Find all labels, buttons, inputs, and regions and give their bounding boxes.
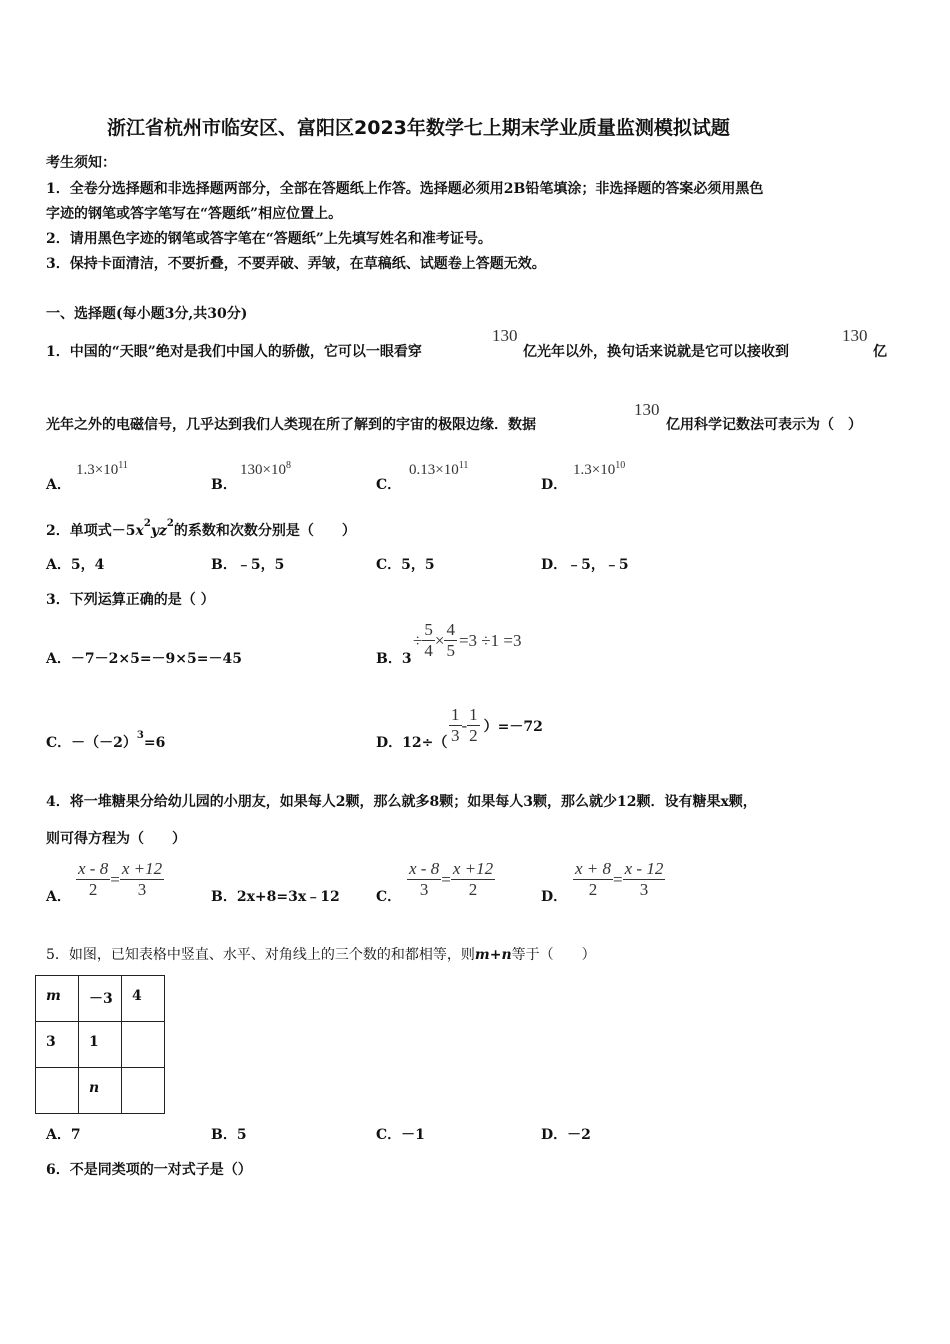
grid-cell: m	[36, 976, 79, 1022]
q3-option-c[interactable]: C．$-(-2)^3=6$	[46, 730, 166, 751]
q6-stem: 6．不是同类项的一对式子是（）	[46, 1162, 252, 1178]
q5-option-c[interactable]: C．－1	[376, 1127, 425, 1143]
notice-heading: 考生须知：	[46, 155, 116, 171]
q4-option-d[interactable]: D．	[541, 889, 568, 905]
q5-option-a[interactable]: A．7	[46, 1127, 81, 1143]
notice-item-2: 2．请用黑色字迹的钢笔或答字笔在“答题纸”上先填写姓名和准考证号。	[46, 231, 492, 247]
q1-text-line2a: 光年之外的电磁信号，几乎达到我们人类现在所了解到的宇宙的极限边缘．数据	[46, 417, 536, 433]
q4-stem-line2: 则可得方程为（ ）	[46, 831, 186, 847]
q5-grid	[35, 975, 165, 1114]
q1-option-b-expr: $130\times 10^8$	[240, 460, 291, 478]
grid-cell	[122, 1068, 165, 1114]
q1-number-1: 130	[492, 326, 518, 345]
q1-text-part1: 1．中国的“天眼”绝对是我们中国人的骄傲，它可以一眼看穿	[46, 344, 422, 360]
q2-option-d[interactable]: D．﹣5，﹣5	[541, 557, 629, 573]
q1-option-a[interactable]: A．	[46, 477, 71, 493]
q1-option-a-expr: $1.3\times 10^{11}$	[76, 460, 128, 478]
q1-text-line2b: 亿用科学记数法可表示为（ ）	[666, 417, 862, 433]
q5-option-b[interactable]: B．5	[211, 1127, 247, 1143]
notice-item-3: 3．保持卡面清洁，不要折叠，不要弄破、弄皱，在草稿纸、试题卷上答题无效。	[46, 256, 546, 272]
notice-item-1a: 1．全卷分选择题和非选择题两部分，全部在答题纸上作答。选择题必须用2B铅笔填涂；非选择题的答案必须用黑色	[46, 181, 764, 197]
section-heading: 一、选择题(每小题3分,共30分)	[46, 306, 248, 322]
q3-option-b-expr: ÷ $\frac{5}{4}$ × $\frac{4}{5}$ =3 ÷1 =3	[413, 620, 522, 660]
grid-cell: 3	[36, 1022, 79, 1068]
q3-option-a[interactable]: A．－7－2×5=－9×5=－45	[46, 651, 242, 667]
q1-option-d-expr: $1.3\times 10^{10}$	[573, 460, 626, 478]
q4-option-a[interactable]: A．	[46, 889, 71, 905]
grid-cell: n	[79, 1068, 122, 1114]
q4-option-a-expr: $\frac{x - 8}{2}$ = $\frac{x +12}{3}$	[78, 859, 163, 899]
q4-stem-line1: 4．将一堆糖果分给幼儿园的小朋友，如果每人2颗，那么就多8颗；如果每人3颗，那么就少12颗．设有糖果x颗，	[46, 794, 757, 810]
q2-option-a[interactable]: A．5，4	[46, 557, 105, 573]
grid-cell	[36, 1068, 79, 1114]
q3-stem: 3．下列运算正确的是（ ）	[46, 592, 215, 608]
q1-number-2: 130	[842, 326, 868, 345]
q3-option-d-expr: $\frac{1}{3}$ - $\frac{1}{2}$ ）=－72	[451, 705, 543, 745]
q3-option-b[interactable]: B．3	[376, 651, 412, 667]
notice-item-1b: 字迹的钢笔或答字笔写在“答题纸”相应位置上。	[46, 206, 343, 222]
q5-option-d[interactable]: D．－2	[541, 1127, 591, 1143]
q1-option-d[interactable]: D．	[541, 477, 568, 493]
q4-option-c-expr: $\frac{x - 8}{3}$ = $\frac{x +12}{2}$	[409, 859, 494, 899]
grid-cell: 1	[79, 1022, 122, 1068]
q2-option-b[interactable]: B．﹣5，5	[211, 557, 285, 573]
grid-row	[36, 1068, 165, 1114]
grid-row	[36, 1022, 165, 1068]
grid-cell	[122, 1022, 165, 1068]
q3-option-d[interactable]: D．12÷（	[376, 735, 448, 751]
q4-option-d-expr: $\frac{x + 8}{2}$ = $\frac{x - 12}{3}$	[575, 859, 664, 899]
q4-option-b[interactable]: B．2x+8=3x﹣12	[211, 889, 340, 905]
q1-option-c[interactable]: C．	[376, 477, 402, 493]
grid-cell: 4	[122, 976, 165, 1022]
grid-cell: －3	[79, 976, 122, 1022]
q5-stem: 5．如图，已知表格中竖直、水平、对角线上的三个数的和都相等，则m+n等于（ ）	[46, 947, 596, 963]
page-title: 浙江省杭州市临安区、富阳区2023年数学七上期末学业质量监测模拟试题	[107, 117, 730, 139]
q2-stem: 2．单项式$-5x^2yz^2$的系数和次数分别是（ ）	[46, 518, 356, 539]
grid-row	[36, 976, 165, 1022]
q1-text-part3: 亿	[873, 344, 887, 360]
q1-option-b[interactable]: B．	[211, 477, 237, 493]
q2-option-c[interactable]: C．5，5	[376, 557, 435, 573]
q1-text-part2: 亿光年以外，换句话来说就是它可以接收到	[523, 344, 789, 360]
q4-option-c[interactable]: C．	[376, 889, 402, 905]
q1-option-c-expr: $0.13\times 10^{11}$	[409, 460, 469, 478]
q1-number-3: 130	[634, 400, 660, 419]
